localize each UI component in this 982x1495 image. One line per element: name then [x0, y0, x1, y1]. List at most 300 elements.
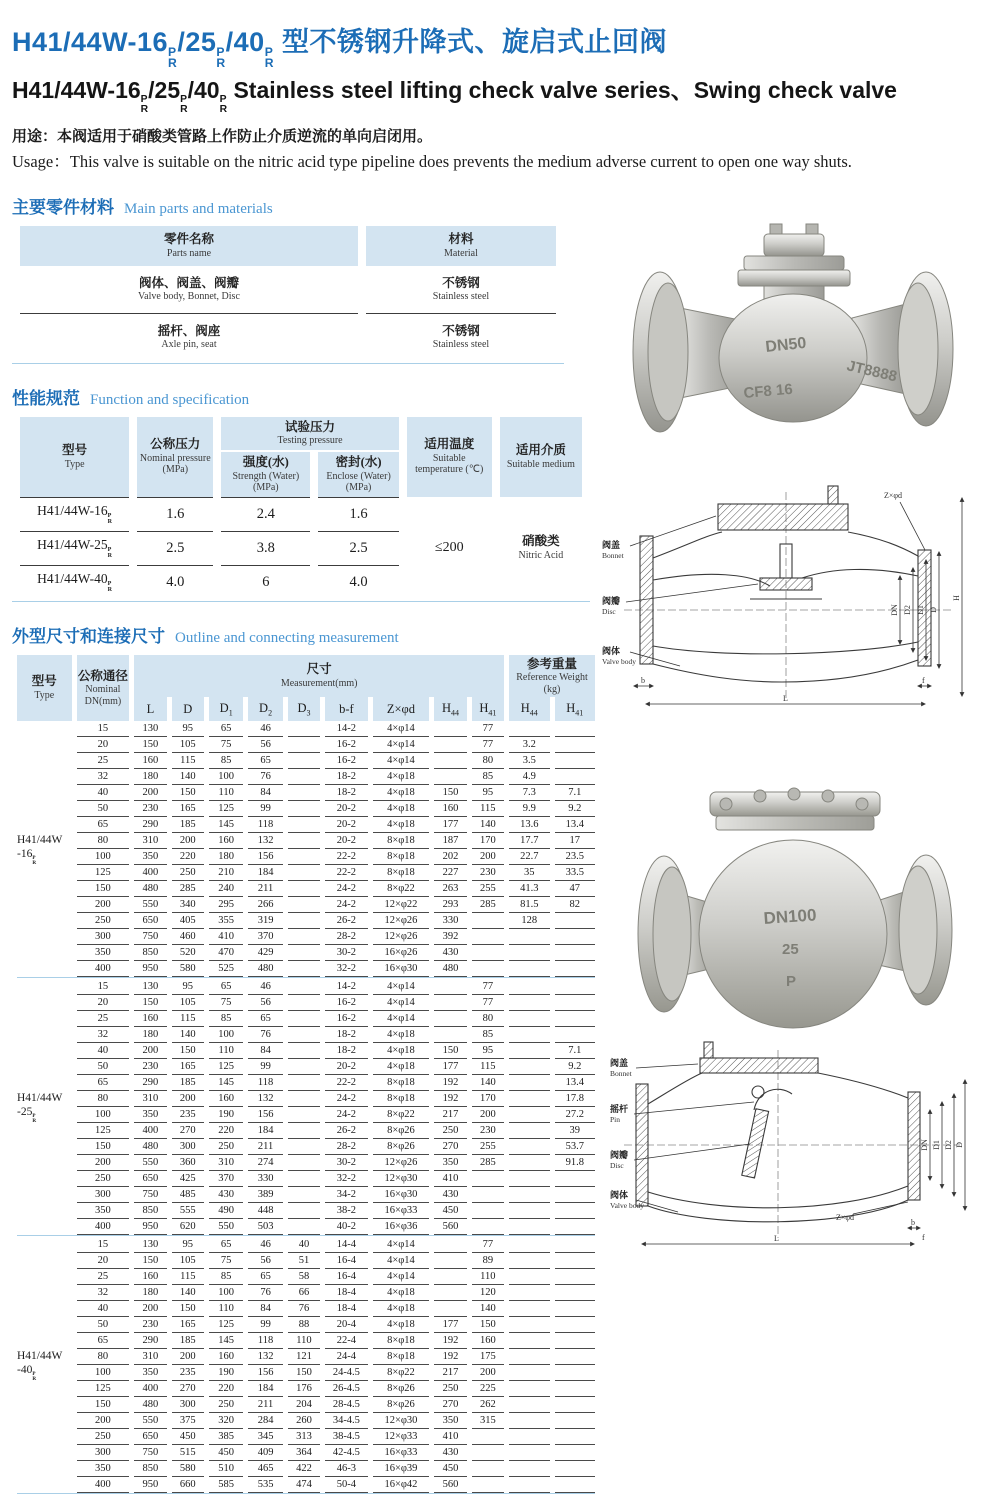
dimension-cell: 156 — [248, 1365, 282, 1381]
dimension-cell: 300 — [77, 1187, 130, 1203]
dimension-cell: 46 — [248, 721, 282, 737]
dimension-cell: 56 — [248, 995, 282, 1011]
dimension-cell: 156 — [248, 1107, 282, 1123]
model-grade-stack — [32, 1372, 36, 1382]
dimension-cell: 17.7 — [509, 833, 549, 849]
usage-text-cn: 用途：本阀适用于硝酸类管路上作防止介质逆流的单向启闭用。 — [12, 128, 433, 145]
dimension-cell: 9.2 — [555, 801, 596, 817]
dimension-cell — [555, 1269, 596, 1285]
dimension-cell — [288, 1123, 320, 1139]
dimension-cell: 8×φ22 — [373, 881, 430, 897]
dimension-cell — [288, 1107, 320, 1123]
dimension-cell: 27.2 — [555, 1107, 596, 1123]
dimension-cell: 16×φ30 — [373, 1187, 430, 1203]
spec-col-strength-en: Strength (Water) (MPa) — [232, 470, 300, 494]
tables-column — [0, 193, 612, 1495]
dimension-cell: 8×φ22 — [373, 1365, 430, 1381]
dimension-cell: 120 — [472, 1285, 504, 1301]
dimension-cell: 465 — [248, 1461, 282, 1477]
dimension-cell: 32 — [77, 1285, 130, 1301]
table-row — [17, 785, 595, 801]
dimension-cell — [509, 1253, 549, 1269]
table-row — [17, 1333, 595, 1349]
dimension-cell: 140 — [472, 817, 504, 833]
dimension-cell: 39 — [555, 1123, 596, 1139]
subscript: 44 — [529, 708, 538, 718]
spec-col-enclose-en: Enclose (Water) (MPa) — [326, 470, 391, 494]
model-grade-stack — [108, 582, 112, 594]
lifting-check-valve-photo-svg — [618, 200, 970, 452]
dimension-cell: 370 — [248, 929, 282, 945]
header-row-1 — [20, 417, 582, 452]
dimension-cell: 250 — [434, 1381, 466, 1397]
dimension-cell — [288, 801, 320, 817]
spec-col-type-cn: 型号 — [62, 443, 88, 458]
bolt — [754, 790, 766, 802]
dimension-cell: 12×φ30 — [373, 1413, 430, 1429]
model-grade-stack — [108, 548, 112, 560]
outline-col-type-cn: 型号 — [31, 674, 57, 689]
dimension-cell — [555, 1203, 596, 1219]
dimension-cell — [509, 1011, 549, 1027]
dimension-cell — [509, 1413, 549, 1429]
table-row — [17, 1429, 595, 1445]
casting-mark: DN50 — [764, 334, 808, 356]
dimension-cell: 84 — [248, 785, 282, 801]
grade-sup: P — [264, 44, 274, 59]
dimension-cell — [434, 769, 466, 785]
dimension-cell: 285 — [472, 897, 504, 913]
dimension-cell: 4×φ18 — [373, 769, 430, 785]
dimension-cell — [509, 1059, 549, 1075]
dimension-cell: 160 — [134, 1011, 166, 1027]
dimension-cell: 65 — [209, 979, 243, 995]
table-row — [17, 961, 595, 977]
dimension-cell: 485 — [172, 1187, 204, 1203]
right-flange-section — [908, 1092, 920, 1200]
dimension-cell — [288, 785, 320, 801]
cell-en: Stainless steel — [432, 339, 490, 351]
cell-en: Axle pin, seat — [161, 339, 217, 351]
dimension-cell: 82 — [555, 897, 596, 913]
dimension-cell: 16-2 — [325, 753, 367, 769]
dimension-cell: 8×φ18 — [373, 865, 430, 881]
table-row — [17, 1445, 595, 1461]
grade-sup: P — [219, 94, 227, 106]
materials-table — [12, 226, 564, 361]
spec-value-cell: 2.4 — [221, 497, 310, 531]
dimension-cell: 100 — [209, 1285, 243, 1301]
dimension-cell: 364 — [288, 1445, 320, 1461]
dimension-cell: 260 — [288, 1413, 320, 1429]
dimension-cell — [288, 1203, 320, 1219]
dimension-cell: 40 — [77, 785, 130, 801]
dimension-cell: 422 — [288, 1461, 320, 1477]
dim-label: DN — [890, 604, 899, 616]
dimension-cell: 18-2 — [325, 1027, 367, 1043]
dimension-cell: 150 — [288, 1365, 320, 1381]
model-grade-stack — [264, 44, 274, 71]
dimension-cell: 7.1 — [555, 1043, 596, 1059]
dimension-cell: 263 — [434, 881, 466, 897]
dimension-cell: 8×φ18 — [373, 833, 430, 849]
dimension-cell: 130 — [134, 721, 166, 737]
dimension-cell: 4.9 — [509, 769, 549, 785]
header-block — [0, 0, 982, 173]
dimension-cell: 25 — [77, 753, 130, 769]
dimension-cell: 65 — [248, 1011, 282, 1027]
dimension-cell: 24-2 — [325, 881, 367, 897]
dimension-cell: 460 — [172, 929, 204, 945]
dimension-cell: 46 — [248, 1237, 282, 1253]
dimension-cell — [555, 1317, 596, 1333]
dimension-cell: 58 — [288, 1269, 320, 1285]
dimension-cell: 290 — [134, 1333, 166, 1349]
dimension-cell: 185 — [172, 1075, 204, 1091]
dimension-cell: 128 — [509, 913, 549, 929]
outline-subcol-5: b-f — [325, 697, 367, 721]
dimension-cell — [434, 1301, 466, 1317]
dim-label: H — [952, 595, 961, 601]
dimension-cell — [509, 1027, 549, 1043]
dimension-cell: 95 — [472, 1043, 504, 1059]
dimension-cell: 400 — [134, 1123, 166, 1139]
dimension-cell — [509, 1219, 549, 1235]
dimension-cell — [288, 913, 320, 929]
outline-subcol-0: L — [134, 697, 166, 721]
dimension-cell: 409 — [248, 1445, 282, 1461]
dimension-cell: 51 — [288, 1253, 320, 1269]
dimension-cell: 490 — [209, 1203, 243, 1219]
dimension-cell — [555, 1253, 596, 1269]
dimension-cell: 18-4 — [325, 1301, 367, 1317]
dimension-cell: 85 — [209, 1269, 243, 1285]
dimension-cell: 300 — [172, 1397, 204, 1413]
disc-section — [760, 578, 812, 590]
dimension-cell: 160 — [209, 833, 243, 849]
dimension-cell — [509, 1397, 549, 1413]
dimension-cell: 450 — [172, 1429, 204, 1445]
dimension-cell: 430 — [434, 1445, 466, 1461]
dimension-cell — [509, 1365, 549, 1381]
table-row — [17, 897, 595, 913]
dimension-cell: 32 — [77, 769, 130, 785]
dimension-cell — [509, 1317, 549, 1333]
dimension-cell — [288, 1171, 320, 1187]
dimension-cell: 230 — [134, 1317, 166, 1333]
part-label-cn: 阀盖 — [610, 1058, 629, 1068]
dimension-cell: 350 — [134, 1365, 166, 1381]
dimension-cell: 170 — [472, 1091, 504, 1107]
model-grade-stack — [141, 95, 148, 115]
dimension-cell: 99 — [248, 801, 282, 817]
dimension-cell: 145 — [209, 1075, 243, 1091]
dimension-cell: 118 — [248, 817, 282, 833]
table-row — [17, 1123, 595, 1139]
title-cn-suffix: 型不锈钢升降式、旋启式止回阀 — [273, 27, 667, 57]
dimension-cell: 177 — [434, 817, 466, 833]
dimension-cell: 4×φ18 — [373, 785, 430, 801]
dimension-cell: 20 — [77, 1253, 130, 1269]
dimension-cell: 80 — [77, 833, 130, 849]
dimension-cell: 220 — [209, 1123, 243, 1139]
dimension-cell: 150 — [134, 737, 166, 753]
subscript: 1 — [228, 708, 233, 718]
casting-mark: JT8888 — [845, 357, 899, 386]
dimension-cell: 4×φ18 — [373, 817, 430, 833]
dimension-cell: 185 — [172, 817, 204, 833]
table-row — [17, 865, 595, 881]
dimension-cell: 295 — [209, 897, 243, 913]
spec-temperature-cell: ≤200 — [434, 539, 464, 555]
subscript: 41 — [488, 708, 497, 718]
dimension-cell: 35 — [509, 865, 549, 881]
table-row — [17, 1187, 595, 1203]
grade-sup: P — [216, 44, 225, 59]
plug-section — [828, 486, 838, 504]
dimension-cell: 30-2 — [325, 945, 367, 961]
dimension-cell — [509, 1285, 549, 1301]
dimension-cell: 95 — [172, 979, 204, 995]
spec-title-cn: 性能规范 — [12, 388, 80, 408]
dimension-cell: 180 — [134, 769, 166, 785]
dimension-cell: 77 — [472, 737, 504, 753]
outline-subcol-2: $D_1$ — [209, 697, 243, 721]
dimension-cell — [288, 1027, 320, 1043]
dimension-cell: 400 — [134, 865, 166, 881]
spec-value-cell: 4.0 — [318, 565, 398, 599]
table-row — [17, 1219, 595, 1235]
dimension-cell: 350 — [434, 1413, 466, 1429]
dimension-cell — [434, 753, 466, 769]
outline-body — [17, 721, 595, 1495]
dimension-cell: 22.7 — [509, 849, 549, 865]
dimension-cell: 16×φ42 — [373, 1477, 430, 1493]
dimension-cell: 16×φ39 — [373, 1461, 430, 1477]
dimension-cell: 18-2 — [325, 1043, 367, 1059]
dimension-cell: 400 — [77, 961, 130, 977]
dimension-cell: 319 — [248, 913, 282, 929]
outline-col-type — [17, 655, 72, 722]
spec-model-cell: H41/44W-40 P R — [20, 565, 129, 599]
dimension-cell — [472, 945, 504, 961]
bonnet-flange — [738, 270, 850, 286]
part-label-cn: 阀瓣 — [602, 596, 621, 606]
dimension-cell — [472, 1477, 504, 1493]
dimension-cell: 56 — [248, 1253, 282, 1269]
dimension-cell: 4×φ14 — [373, 979, 430, 995]
dimension-cell: 65 — [209, 1237, 243, 1253]
dimension-cell: 130 — [134, 1237, 166, 1253]
spec-col-strength-cn: 强度(水) — [242, 454, 289, 469]
dimension-cell: 270 — [434, 1397, 466, 1413]
table-row — [17, 1253, 595, 1269]
dimension-cell — [434, 721, 466, 737]
dimension-cell: 125 — [209, 1059, 243, 1075]
dimension-cell — [472, 913, 504, 929]
dimension-cell — [509, 1187, 549, 1203]
dimension-cell — [288, 721, 320, 737]
dimension-cell: 12×φ33 — [373, 1429, 430, 1445]
dimension-cell: 230 — [472, 1123, 504, 1139]
dimension-cell — [288, 1187, 320, 1203]
valve-body — [699, 840, 887, 1028]
dimension-cell: 385 — [209, 1429, 243, 1445]
dimension-cell — [509, 961, 549, 977]
swing-check-valve-photo-svg — [622, 762, 967, 1074]
dimension-cell: 340 — [172, 897, 204, 913]
dimension-cell — [555, 1477, 596, 1493]
dimension-cell: 150 — [134, 1253, 166, 1269]
model-grade-stack — [216, 44, 226, 71]
dimension-cell: 389 — [248, 1187, 282, 1203]
materials-section-title — [12, 193, 612, 218]
outline-col-dn — [77, 655, 130, 722]
dimension-cell: 24-4 — [325, 1349, 367, 1365]
grade-sup: P — [32, 854, 36, 861]
dimension-cell: 95 — [172, 721, 204, 737]
dimension-cell — [509, 1429, 549, 1445]
table-row — [17, 1011, 595, 1027]
spec-col-temp — [407, 417, 492, 497]
dimension-cell: 77 — [472, 995, 504, 1011]
outline-col-weight-cn: 参考重量 — [527, 656, 578, 671]
dimension-cell: 4×φ14 — [373, 1237, 430, 1253]
dimension-cell — [509, 1461, 549, 1477]
dimension-cell: 132 — [248, 1349, 282, 1365]
dimension-cell — [288, 1075, 320, 1091]
dimension-cell — [509, 1091, 549, 1107]
outline-dimensions-table — [12, 655, 600, 1495]
dimension-cell: 177 — [434, 1317, 466, 1333]
dimension-cell — [288, 897, 320, 913]
dimension-cell: 160 — [134, 753, 166, 769]
dimension-cell: 33.5 — [555, 865, 596, 881]
grade-sub: R — [107, 586, 113, 593]
dimension-cell: 550 — [134, 897, 166, 913]
spec-col-nominal-en: Nominal pressure (MPa) — [139, 452, 211, 476]
dimension-cell: 105 — [172, 1253, 204, 1269]
dimension-cell — [288, 1139, 320, 1155]
table-row — [17, 721, 595, 737]
dimension-cell: 405 — [172, 913, 204, 929]
table-row — [20, 266, 556, 314]
casting-mark: DN100 — [762, 905, 818, 928]
header-row — [20, 226, 556, 266]
dimension-cell: 81.5 — [509, 897, 549, 913]
dimension-cell: 22-2 — [325, 865, 367, 881]
dimension-cell — [434, 1269, 466, 1285]
dimension-cell: 200 — [134, 1043, 166, 1059]
grade-sup: P — [140, 94, 148, 106]
dimension-cell: 400 — [134, 1381, 166, 1397]
dimension-cell: 200 — [472, 849, 504, 865]
dimension-cell: 310 — [209, 1155, 243, 1171]
table-row — [17, 1027, 595, 1043]
dimension-cell — [288, 1219, 320, 1235]
dimension-cell: 4×φ18 — [373, 1043, 430, 1059]
dimension-cell: 130 — [134, 979, 166, 995]
dimension-cell: 8×φ26 — [373, 1139, 430, 1155]
header-row-1 — [17, 655, 595, 698]
dimension-cell — [509, 995, 549, 1011]
dimension-cell: 555 — [172, 1203, 204, 1219]
dimension-cell — [288, 979, 320, 995]
dimension-cell: 105 — [172, 995, 204, 1011]
outline-subcol-9: $H_{44}$ — [509, 697, 549, 721]
dimension-cell: 18-2 — [325, 769, 367, 785]
dimension-cell — [555, 979, 596, 995]
cell-en: Valve body, Bonnet, Disc — [138, 291, 240, 303]
dimension-cell — [555, 1237, 596, 1253]
dimension-cell: 75 — [209, 737, 243, 753]
dimension-cell: 77 — [472, 721, 504, 737]
dimension-cell: 40 — [77, 1043, 130, 1059]
group-label-line1: H41/44W — [17, 1349, 63, 1362]
dimension-cell: 360 — [172, 1155, 204, 1171]
grade-sub: R — [107, 518, 113, 525]
dimension-cell: 4×φ14 — [373, 1269, 430, 1285]
dimension-cell: 20 — [77, 995, 130, 1011]
dimension-cell: 310 — [134, 1091, 166, 1107]
dimension-cell: 211 — [248, 1397, 282, 1413]
model-grade-stack — [108, 514, 112, 526]
dimension-cell — [555, 769, 596, 785]
dimension-cell: 20-2 — [325, 1059, 367, 1075]
cell-cn: 摇杆、阀座 — [157, 323, 221, 338]
bolt — [856, 798, 868, 810]
outline-col-measurement-en: Measurement(mm) — [280, 677, 358, 689]
dimension-cell — [555, 1461, 596, 1477]
dimension-cell: 192 — [434, 1075, 466, 1091]
dimension-cell: 160 — [209, 1349, 243, 1365]
bolt — [720, 798, 732, 810]
outline-head — [17, 655, 595, 722]
dimension-cell: 202 — [434, 849, 466, 865]
model-grade-stack — [180, 95, 187, 115]
dimension-cell: 150 — [77, 1397, 130, 1413]
dimension-cell: 9.2 — [555, 1059, 596, 1075]
dimension-cell — [555, 1301, 596, 1317]
bolt — [788, 788, 800, 800]
dimension-cell: 250 — [434, 1123, 466, 1139]
dimension-cell: 16-2 — [325, 737, 367, 753]
materials-body — [20, 266, 556, 361]
dimension-cell: 270 — [434, 1139, 466, 1155]
dimension-cell: 80 — [472, 1011, 504, 1027]
dimension-cell: 8×φ26 — [373, 1123, 430, 1139]
dimension-cell: 17.8 — [555, 1091, 596, 1107]
table-row — [17, 1155, 595, 1171]
spec-col-temp-cn: 适用温度 — [424, 437, 475, 452]
dimension-cell: 211 — [248, 1139, 282, 1155]
bolt — [770, 224, 782, 234]
dimension-cell — [509, 1381, 549, 1397]
dimension-cell: 4×φ18 — [373, 1301, 430, 1317]
dimension-cell: 350 — [434, 1155, 466, 1171]
dimension-cell — [288, 945, 320, 961]
subscript: 44 — [450, 708, 459, 718]
dimension-cell — [509, 1269, 549, 1285]
spec-col-type — [20, 417, 129, 497]
table-row — [17, 849, 595, 865]
dimension-cell: 13.4 — [555, 1075, 596, 1091]
materials-col-0-cn: 零件名称 — [163, 232, 214, 247]
dimension-cell — [555, 753, 596, 769]
dimension-cell: 145 — [209, 817, 243, 833]
dimension-cell: 192 — [434, 1349, 466, 1365]
materials-title-en: Main parts and materials — [124, 200, 273, 217]
